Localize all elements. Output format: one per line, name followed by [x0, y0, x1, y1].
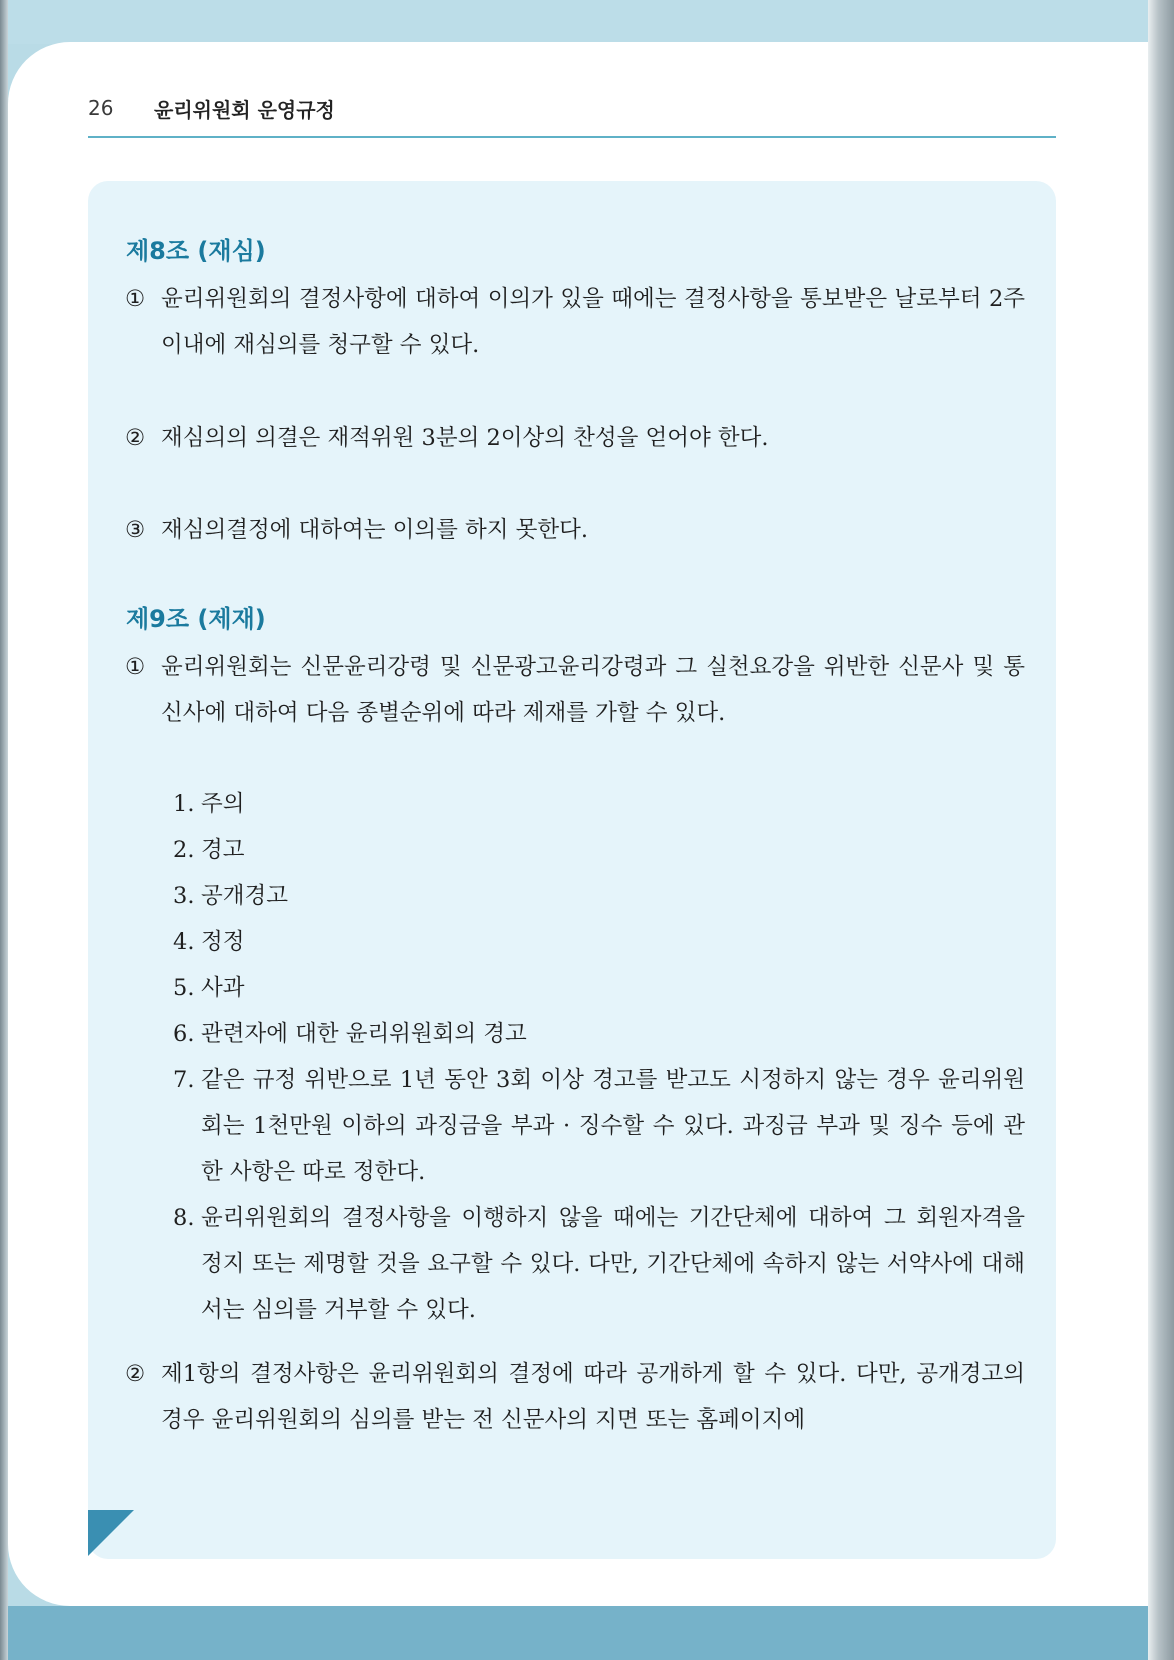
page-fore-edge [1148, 0, 1174, 1660]
article-8-paragraph-2 [125, 415, 1025, 461]
item-text: 관련자에 대한 윤리위원회의 경고 [201, 1021, 527, 1047]
sanction-item-1 [173, 781, 1025, 827]
paragraph-text: 재심의결정에 대하여는 이의를 하지 못한다. [161, 517, 588, 543]
article-8-paragraph-3 [125, 507, 1025, 553]
paragraph-text: 윤리위원회는 신문윤리강령 및 신문광고윤리강령과 그 실천요강을 위반한 신문사 및 통신사에 대하여 다음 종별순위에 따라 제재를 가할 수 있다. [161, 654, 1025, 726]
item-number: 4. [173, 929, 195, 955]
running-title: 윤리위원회 운영규정 [154, 98, 335, 122]
paragraph-text: 재심의의 의결은 재적위원 3분의 2이상의 찬성을 얻어야 한다. [161, 425, 769, 451]
sanction-item-7 [173, 1057, 1025, 1195]
bottom-decorative-band [8, 1606, 1148, 1660]
paragraph-text: 윤리위원회의 결정사항에 대하여 이의가 있을 때에는 결정사항을 통보받은 날로부터 2주 이내에 재심의를 청구할 수 있다. [161, 286, 1025, 358]
item-number: 2. [173, 837, 195, 863]
item-text: 윤리위원회의 결정사항을 이행하지 않을 때에는 기간단체에 대하여 그 회원자격을 정지 또는 제명할 것을 요구할 수 있다. 다만, 기간단체에 속하지 않는 서약사에 대해서는 심의를 거부할 수 있다. [201, 1205, 1025, 1323]
item-text: 같은 규정 위반으로 1년 동안 3회 이상 경고를 받고도 시정하지 않는 경우 윤리위원회는 1천만원 이하의 과징금을 부과 · 징수할 수 있다. 과징금 부과 및 징수 등에 관한 사항은 따로 정한다. [201, 1067, 1025, 1185]
paragraph-marker: ① [125, 654, 146, 680]
paragraph-text: 제1항의 결정사항은 윤리위원회의 결정에 따라 공개하게 할 수 있다. 다만, 공개경고의 경우 윤리위원회의 심의를 받는 전 신문사의 지면 또는 홈페이지에 [161, 1361, 1025, 1433]
page-header [88, 92, 1056, 138]
paragraph-marker: ① [125, 286, 146, 312]
sanction-item-4 [173, 919, 1025, 965]
item-text: 주의 [201, 791, 245, 817]
top-decorative-band [8, 0, 1148, 44]
sanction-item-2 [173, 827, 1025, 873]
article-9-paragraph-2 [125, 1351, 1025, 1443]
item-number: 8. [173, 1205, 195, 1231]
sanction-item-6 [173, 1011, 1025, 1057]
article-9-heading: 제9조 (제재) [126, 605, 266, 633]
page-number: 26 [88, 96, 114, 120]
item-number: 6. [173, 1021, 195, 1047]
item-number: 3. [173, 883, 195, 909]
item-number: 7. [173, 1067, 195, 1093]
page-spine-edge [0, 0, 8, 1660]
item-number: 1. [173, 791, 195, 817]
item-text: 경고 [201, 837, 245, 863]
regulation-text-box [88, 181, 1056, 1559]
paragraph-marker: ② [125, 1361, 146, 1387]
sanction-item-3 [173, 873, 1025, 919]
item-text: 공개경고 [201, 883, 288, 909]
sanction-item-8 [173, 1195, 1025, 1333]
item-text: 정정 [201, 929, 245, 955]
paragraph-marker: ③ [125, 517, 146, 543]
article-8-heading: 제8조 (재심) [126, 237, 266, 265]
sanction-item-5 [173, 965, 1025, 1011]
item-number: 5. [173, 975, 195, 1001]
item-text: 사과 [201, 975, 245, 1001]
article-8-paragraph-1 [125, 276, 1025, 368]
paragraph-marker: ② [125, 425, 146, 451]
page-corner-decoration [88, 1510, 134, 1556]
article-9-paragraph-1 [125, 644, 1025, 736]
